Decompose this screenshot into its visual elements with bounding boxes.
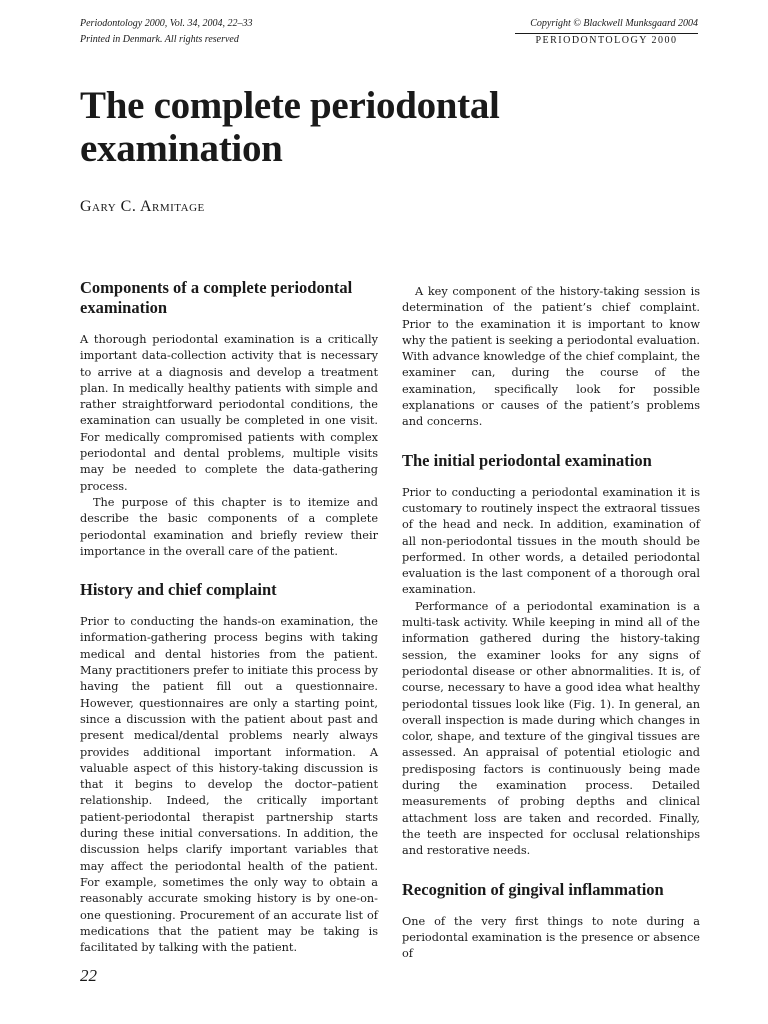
- paragraph: The purpose of this chapter is to itemize and describe the basic components of a complete periodontal examination and briefly review their importance in the overall care of the patient.: [80, 495, 378, 558]
- page-number: 22: [80, 966, 97, 985]
- copyright: Copyright © Blackwell Munksgaard 2004: [530, 18, 698, 29]
- printed-note: Printed in Denmark. All rights reserved: [80, 34, 239, 45]
- section-heading-recognition: Recognition of gingival inflammation: [402, 879, 664, 899]
- paragraph: One of the very first things to note during a periodontal examination is the presence or absence of: [402, 914, 700, 961]
- left-column: [80, 278, 378, 956]
- author-name: Gary C. Armitage: [80, 198, 205, 215]
- paragraph: Prior to conducting a periodontal examination it is customary to routinely inspect the extraoral tissues of the head and neck. In addition, examination of all non-periodontal tissues in the mouth should be performed. In other words, a detailed periodontal evaluation is the last component of a thorough oral examination.: [402, 485, 700, 597]
- right-column: [402, 284, 700, 962]
- journal-name: PERIODONTOLOGY 2000: [515, 33, 698, 46]
- paragraph: A thorough periodontal examination is a critically important data-collection activity that is necessary to arrive at a diagnosis and develop a treatment plan. In medically healthy patients with simple and rather straightforward periodontal conditions, the examination can usually be completed in one visit. For medically compromised patients with complex periodontal and dental problems, multiple visits may be needed to complete the data-gathering process.: [80, 333, 378, 493]
- paragraph: Performance of a periodontal examination is a multi-task activity. While keeping in mind all of the information gathered during the history-taking session, the examiner looks for any signs of periodontal disease or other abnormalities. It is, of course, necessary to have a good idea what healthy periodontal tissues look like (Fig. 1). In general, an overall inspection is made during which changes in color, shape, and texture of the gingival tissues are assessed. An appraisal of potential etiologic and predisposing factors is continuously being made during the examination process. Detailed measurements of probing depths and clinical attachment loss are taken and recorded. Finally, the teeth are inspected for occlusal relationships and restorative needs.: [402, 599, 700, 858]
- section-heading-initial: The initial periodontal examination: [402, 450, 652, 470]
- citation: Periodontology 2000, Vol. 34, 2004, 22–33: [80, 18, 253, 29]
- section-heading-components: Components of a complete periodontal examination: [80, 278, 353, 317]
- running-header-right: [515, 16, 698, 46]
- section-heading-history: History and chief complaint: [80, 580, 277, 600]
- paragraph: A key component of the history-taking session is determination of the patient’s chief complaint. Prior to the examination it is important to know why the patient is seeking a periodontal evaluation. With advance knowledge of the chief complaint, the examiner can, during the course of the examination, specifically look for possible explanations or causes of the patient’s problems and concerns.: [402, 285, 700, 429]
- running-header-left: [80, 16, 253, 48]
- paragraph: Prior to conducting the hands-on examination, the information-gathering process begins with taking medical and dental histories from the patient. Many practitioners prefer to initiate this process by having the patient fill out a questionnaire. However, questionnaires are only a starting point, since a discussion with the patient about past and present medical/dental problems nearly always provides additional important information. A valuable aspect of this history-taking discussion is that it begins to develop the doctor–patient relationship. Indeed, the critically important patient-periodontal therapist partnership starts during these initial conversations. In addition, the discussion helps clarify important variables that may affect the periodontal health of the patient. For example, sometimes the only way to obtain a reasonably accurate smoking history is by one-on-one questioning. Procurement of an accurate list of medications that the patient may be taking is facilitated by talking with the patient.: [80, 615, 378, 955]
- article-title: The complete periodontal examination: [80, 84, 500, 170]
